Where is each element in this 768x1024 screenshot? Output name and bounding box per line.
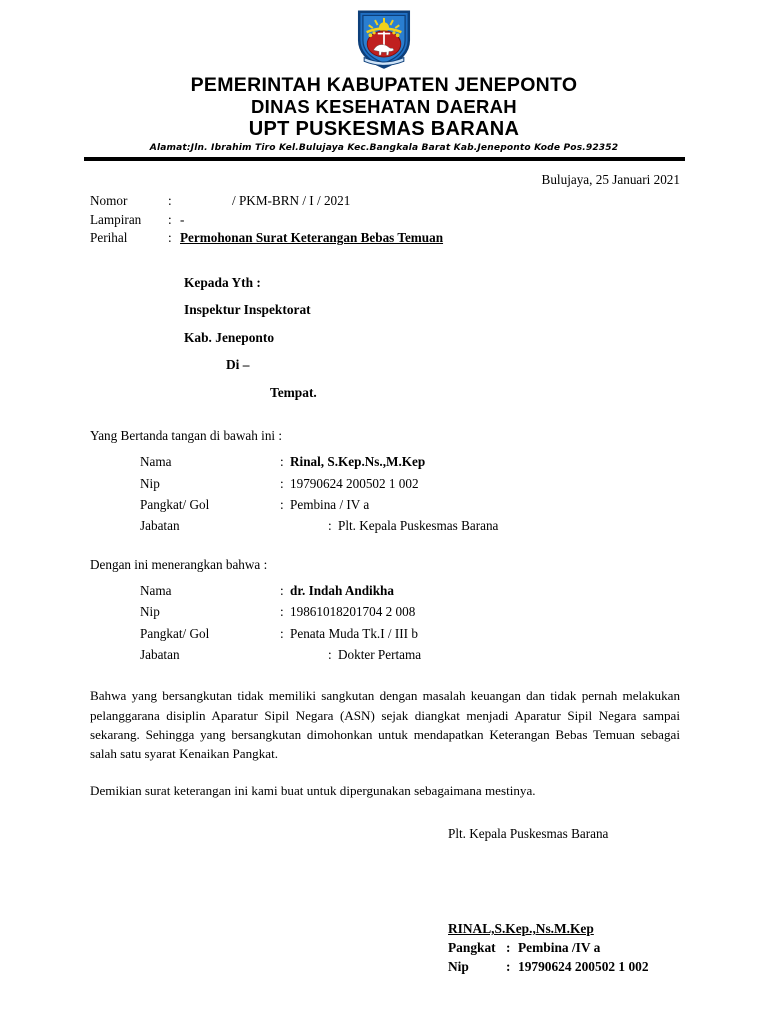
signature-rank-colon: : bbox=[506, 939, 511, 955]
signer-colon-jabatan: : bbox=[328, 518, 332, 534]
signer-value-nip: 19790624 200502 1 002 bbox=[290, 475, 419, 491]
subject-row-jabatan bbox=[140, 644, 768, 665]
signature-rank-label: Pangkat bbox=[448, 939, 496, 955]
meta-value-lampiran: - bbox=[180, 211, 185, 227]
subject-label-nama: Nama bbox=[140, 582, 172, 598]
meta-colon-lampiran: : bbox=[168, 211, 172, 227]
letterhead bbox=[0, 0, 768, 161]
letterhead-divider bbox=[84, 157, 685, 161]
signer-intro-text: Yang Bertanda tangan di bawah ini : bbox=[90, 428, 283, 444]
signer-row-nama bbox=[140, 451, 768, 472]
recipient-title: Inspektur Inspektorat bbox=[184, 302, 311, 318]
signer-row-jabatan bbox=[140, 515, 768, 536]
signer-label-jabatan: Jabatan bbox=[140, 518, 180, 534]
subject-colon-jabatan: : bbox=[328, 646, 332, 662]
body-paragraph-1: Bahwa yang bersangkutan tidak memiliki sangkutan dengan masalah keuangan dan tidak pernah melakukan pelanggarana disiplin Aparatur Sipil Negara (ASN) sejak diangkat menjadi Aparatur Sipil Negara sampai sekarang. Sehingga yang bersangkutan dimohonkan untuk mendapatkan Keterangan Bebas Temuan sebagai salah satu syarat Kenaikan Pangkat. bbox=[90, 688, 680, 762]
subject-colon-nama: : bbox=[280, 582, 284, 598]
subject-colon-pangkat: : bbox=[280, 625, 284, 641]
signature-nip-colon: : bbox=[506, 958, 511, 974]
signature-title: Plt. Kepala Puskesmas Barana bbox=[448, 826, 609, 842]
subject-value-jabatan: Dokter Pertama bbox=[338, 646, 422, 662]
place-and-date: Bulujaya, 25 Januari 2021 bbox=[541, 171, 680, 187]
meta-colon-perihal: : bbox=[168, 230, 172, 246]
meta-label-nomor: Nomor bbox=[90, 192, 128, 208]
subject-details-block bbox=[0, 580, 768, 666]
subject-value-pangkat: Penata Muda Tk.I / III b bbox=[290, 625, 418, 641]
recipient-region: Kab. Jeneponto bbox=[184, 329, 275, 345]
signature-name: RINAL,S.Kep.,Ns.M.Kep bbox=[448, 921, 594, 937]
signature-rank-value: Pembina /IV a bbox=[518, 939, 601, 955]
recipient-di: Di – bbox=[226, 357, 250, 373]
subject-label-jabatan: Jabatan bbox=[140, 646, 180, 662]
letter-meta-block bbox=[0, 192, 768, 248]
kabupaten-jeneponto-emblem-icon bbox=[353, 8, 415, 70]
office-address: Alamat:Jln. Ibrahim Tiro Kel.Bulujaya Kec.Bangkala Barat Kab.Jeneponto Kode Pos.92352 bbox=[149, 142, 619, 153]
recipient-salutation: Kepada Yth : bbox=[184, 274, 261, 290]
meta-row-nomor bbox=[90, 192, 768, 211]
subject-label-pangkat: Pangkat/ Gol bbox=[140, 625, 210, 641]
signer-details-block bbox=[0, 451, 768, 537]
emblem-container bbox=[0, 8, 768, 72]
meta-colon-nomor: : bbox=[168, 192, 172, 208]
org-name-line-3: UPT PUSKESMAS BARANA bbox=[248, 117, 520, 140]
recipient-tempat: Tempat. bbox=[270, 384, 317, 400]
signer-colon-nama: : bbox=[280, 454, 284, 470]
signer-row-nip bbox=[140, 473, 768, 494]
subject-row-pangkat bbox=[140, 623, 768, 644]
signature-block bbox=[0, 920, 768, 976]
signer-value-jabatan: Plt. Kepala Puskesmas Barana bbox=[338, 518, 499, 534]
signature-nip-value: 19790624 200502 1 002 bbox=[518, 958, 649, 974]
body-paragraph-2: Demikian surat keterangan ini kami buat untuk dipergunakan sebagaimana mestinya. bbox=[90, 782, 536, 798]
meta-value-perihal: Permohonan Surat Keterangan Bebas Temuan bbox=[180, 230, 444, 246]
signer-label-pangkat: Pangkat/ Gol bbox=[140, 497, 210, 513]
org-name-line-2: DINAS KESEHATAN DAERAH bbox=[251, 95, 517, 117]
meta-value-nomor: / PKM-BRN / I / 2021 bbox=[232, 192, 351, 208]
subject-colon-nip: : bbox=[280, 604, 284, 620]
subject-value-nama: dr. Indah Andikha bbox=[290, 582, 394, 598]
meta-row-perihal bbox=[90, 229, 768, 248]
letter-body bbox=[0, 172, 768, 977]
meta-label-perihal: Perihal bbox=[90, 230, 128, 246]
signer-colon-nip: : bbox=[280, 475, 284, 491]
signature-nip-label: Nip bbox=[448, 958, 469, 974]
recipient-block bbox=[0, 269, 768, 406]
subject-intro-text: Dengan ini menerangkan bahwa : bbox=[90, 556, 268, 572]
meta-label-lampiran: Lampiran bbox=[90, 211, 142, 227]
signature-nip-row bbox=[448, 958, 768, 977]
signer-row-pangkat bbox=[140, 494, 768, 515]
signer-label-nip: Nip bbox=[140, 475, 160, 491]
signature-rank-row bbox=[448, 939, 768, 958]
signer-value-nama: Rinal, S.Kep.Ns.,M.Kep bbox=[290, 454, 426, 470]
signer-label-nama: Nama bbox=[140, 454, 172, 470]
signer-value-pangkat: Pembina / IV a bbox=[290, 497, 370, 513]
subject-row-nama bbox=[140, 580, 768, 601]
signer-colon-pangkat: : bbox=[280, 497, 284, 513]
subject-value-nip: 19861018201704 2 008 bbox=[290, 604, 416, 620]
org-name-line-1: PEMERINTAH KABUPATEN JENEPONTO bbox=[190, 74, 578, 96]
subject-label-nip: Nip bbox=[140, 604, 160, 620]
meta-row-lampiran bbox=[90, 211, 768, 230]
subject-row-nip bbox=[140, 601, 768, 622]
